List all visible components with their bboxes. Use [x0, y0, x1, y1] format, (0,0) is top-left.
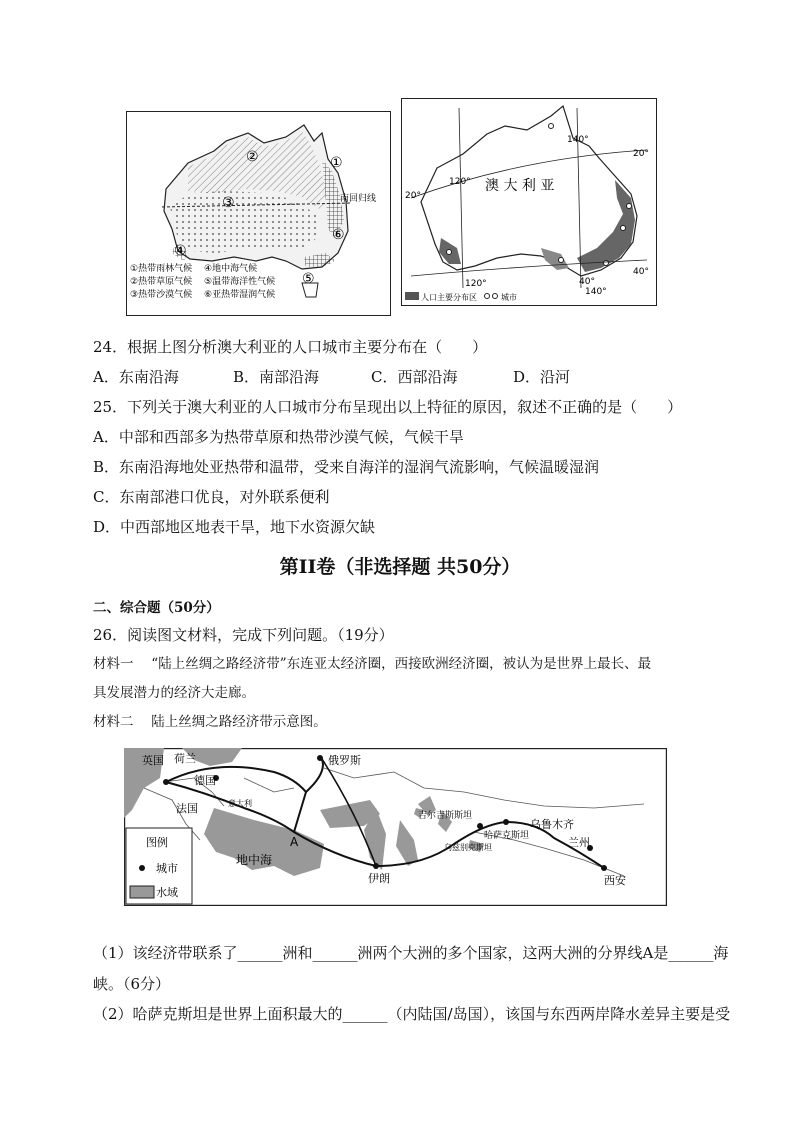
lat-20-left: 20° — [405, 191, 421, 201]
q24-option-b: B．南部沿海 — [233, 368, 320, 386]
q25-option-d: D．中西部地区地表干旱，地下水资源欠缺 — [93, 518, 376, 536]
label-mediterranean: 地中海 — [236, 853, 273, 867]
label-strait-a: A — [290, 835, 299, 849]
label-france: 法国 — [176, 802, 198, 815]
marker-4: ④ — [174, 243, 187, 259]
climate-map — [126, 111, 391, 316]
part2-heading: 二、综合题（50分） — [93, 600, 220, 616]
label-xian: 西安 — [604, 874, 626, 887]
label-kyrgyzstan: 吉尔吉斯斯坦 — [418, 811, 473, 821]
material1-line2: 具发展潜力的经济大走廊。 — [93, 685, 255, 701]
q25-stem: 25．下列关于澳大利亚的人口城市分布呈现出以上特征的原因，叙述不正确的是（ ） — [93, 398, 683, 416]
label-kazakhstan: 哈萨克斯坦 — [484, 831, 530, 841]
tropic-line-label: 南回归线 — [340, 194, 377, 204]
legend-city: 城市 — [501, 293, 517, 302]
lon-120-top: 120° — [449, 177, 471, 187]
legend-population-area: 人口主要分布区 — [421, 293, 477, 302]
sub-question-1-line2: 峡。（6分） — [93, 975, 171, 993]
marker-2: ② — [246, 149, 259, 165]
climate-legend-5: ⑤温带海洋性气候 — [204, 277, 276, 287]
q25-option-a: A．中部和西部多为热带草原和热带沙漠气候，气候干旱 — [93, 428, 464, 446]
section-title: 第II卷（非选择题 共50分） — [279, 556, 521, 578]
legend-water-label: 水域 — [156, 886, 178, 899]
q26-stem: 26．阅读图文材料，完成下列问题。（19分） — [93, 626, 394, 644]
legend-city-label: 城市 — [156, 862, 178, 875]
marker-3: ③ — [222, 195, 235, 211]
q24-option-a: A．东南沿海 — [93, 368, 179, 386]
lon-140-bottom: 140° — [585, 287, 607, 297]
q24-stem: 24．根据上图分析澳大利亚的人口城市主要分布在（ ） — [93, 338, 488, 356]
marker-5: ⑤ — [302, 271, 315, 287]
marker-1: ① — [330, 155, 343, 171]
label-russia: 俄罗斯 — [328, 754, 361, 767]
q24-option-d: D．沿河 — [513, 368, 571, 386]
q25-option-b: B．东南沿海地处亚热带和温带，受来自海洋的湿润气流影响，气候温暖湿润 — [93, 458, 600, 476]
lat-40-left: 40° — [579, 277, 595, 287]
legend-title: 图例 — [146, 836, 168, 849]
climate-legend-1: ①热带雨林气候 — [130, 264, 193, 274]
lat-20-right: 20° — [633, 149, 649, 159]
label-lanzhou: 兰州 — [568, 836, 590, 849]
label-uzbekistan: 乌兹别克斯坦 — [444, 843, 492, 852]
climate-legend-3: ③热带沙漠气候 — [130, 290, 193, 300]
lon-140-top: 140° — [567, 135, 589, 145]
material2: 材料二 陆上丝绸之路经济带示意图。 — [93, 714, 327, 730]
sub-question-1-line1: （1）该经济带联系了______洲和______洲两个大洲的多个国家，这两大洲的分界线A是______海 — [93, 944, 729, 962]
material1-line1: 材料一 “陆上丝绸之路经济带”东连亚太经济圈，西接欧洲经济圈，被认为是世界上最长、最 — [93, 656, 652, 672]
q25-option-c: C．东南部港口优良，对外联系便利 — [93, 488, 330, 506]
climate-legend-2: ②热带草原气候 — [130, 277, 193, 287]
climate-legend-6: ⑥亚热带湿润气候 — [204, 290, 276, 300]
label-italy: 意大利 — [228, 799, 252, 808]
country-label: 澳 大 利 亚 — [485, 178, 555, 194]
label-netherlands: 荷兰 — [174, 752, 196, 765]
label-iran: 伊朗 — [368, 872, 390, 885]
lon-120-bottom: 120° — [465, 279, 487, 289]
label-uk: 英国 — [142, 754, 164, 767]
climate-legend-4: ④地中海气候 — [204, 264, 258, 274]
marker-6: ⑥ — [332, 227, 345, 243]
population-map — [401, 98, 657, 306]
silk-road-map — [124, 748, 667, 906]
lat-40-right: 40° — [633, 267, 649, 277]
sub-question-2: （2）哈萨克斯坦是世界上面积最大的______（内陆国/岛国），该国与东西两岸降水差异主要是受 — [93, 1005, 731, 1023]
q24-option-c: C．西部沿海 — [371, 368, 458, 386]
label-urumqi: 乌鲁木齐 — [530, 818, 574, 831]
label-germany: 德国 — [194, 774, 216, 787]
